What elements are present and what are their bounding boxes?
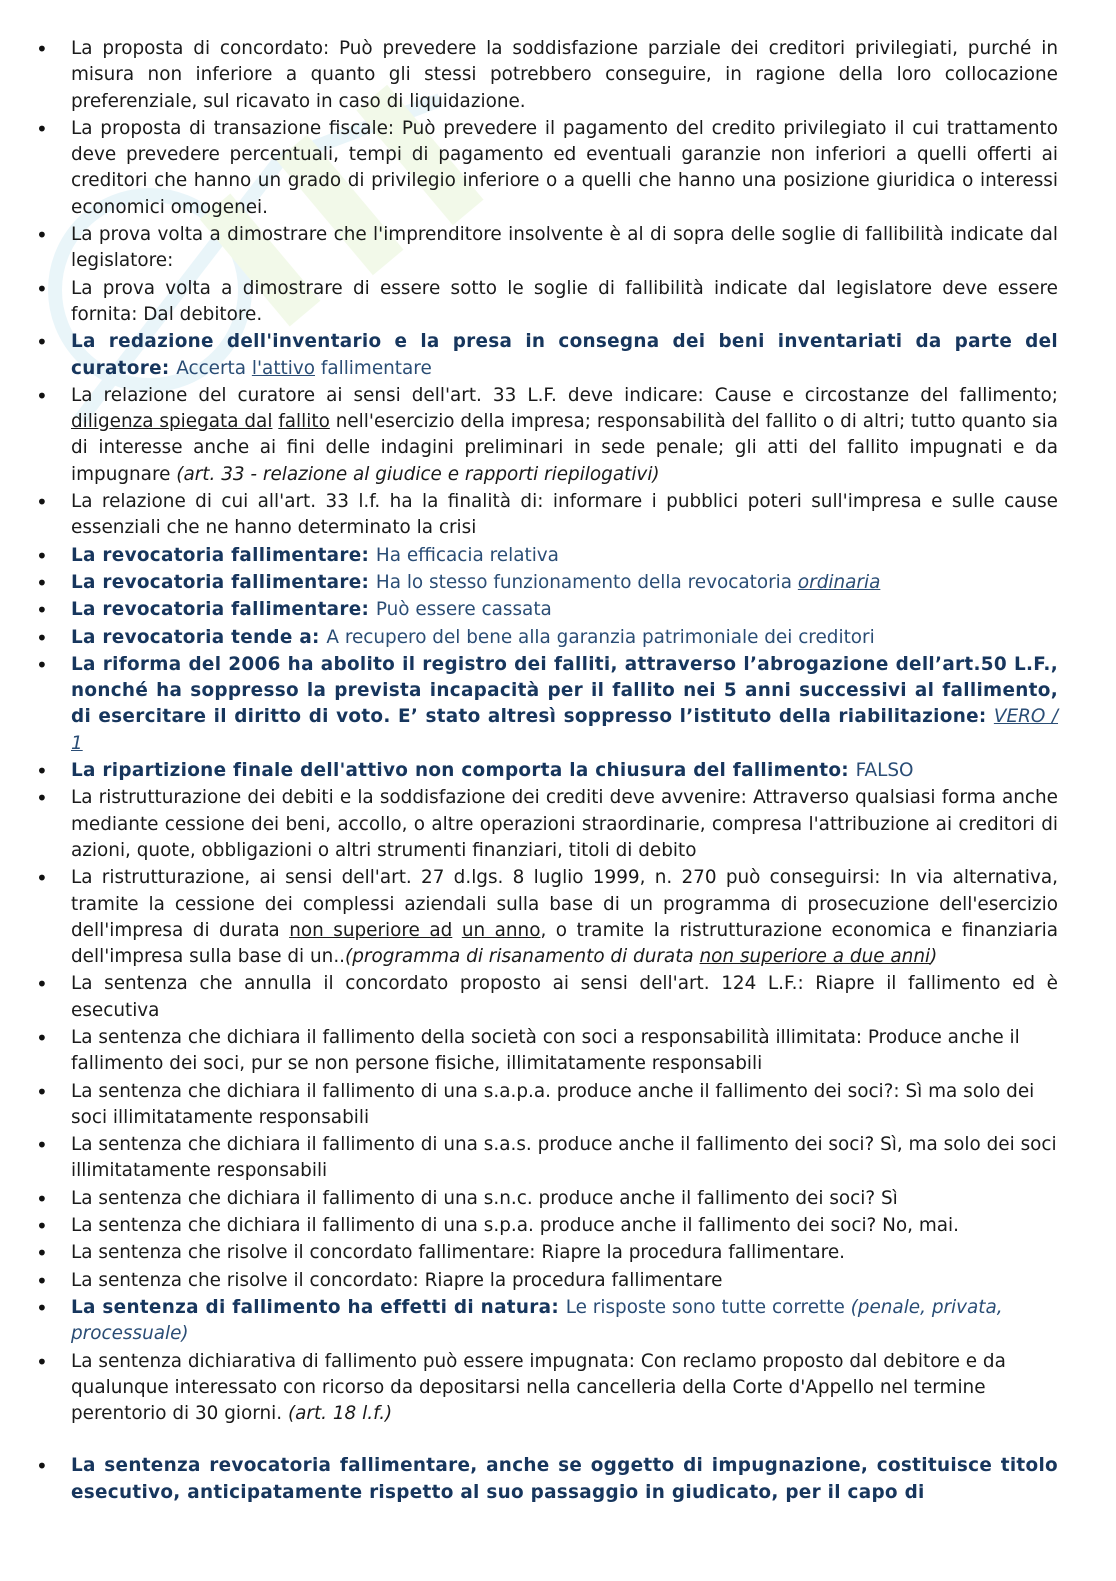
answer-underlined: diligenza spiegata dal bbox=[71, 411, 273, 433]
question-text: La proposta di concordato: bbox=[71, 38, 339, 59]
question-list bbox=[36, 36, 1058, 1506]
spacer bbox=[452, 920, 462, 941]
answer-text: Riapre la procedura fallimentare bbox=[424, 1269, 723, 1291]
list-item bbox=[36, 865, 1058, 970]
answer-link[interactable]: VERO / 1 bbox=[71, 706, 1059, 754]
question-text: La sentenza che dichiara il fallimento di una s.a.p.a. produce anche il fallimento dei soci?: bbox=[71, 1080, 906, 1102]
answer-link[interactable]: l'attivo bbox=[251, 357, 315, 379]
list-item bbox=[36, 971, 1058, 1024]
list-item bbox=[36, 785, 1058, 864]
question-text: La ripartizione finale dell'attivo non comporta la chiusura del fallimento: bbox=[71, 760, 856, 782]
document-page bbox=[36, 36, 1058, 1507]
answer-text: nell'esercizio della impresa; responsabilità del fallito o di altri; tutto quanto sia di interesse anche ai fini delle indagini preliminari in sede penale; gli atti del fallito impugnati e da impugnare bbox=[71, 411, 1058, 485]
answer-note: (penale, privata, processuale) bbox=[71, 1296, 1003, 1345]
question-text: La revocatoria tende a: bbox=[71, 626, 327, 648]
list-item bbox=[36, 1240, 1058, 1266]
answer-text: Riapre la procedura fallimentare. bbox=[541, 1242, 845, 1264]
answer-text: Dal debitore. bbox=[143, 303, 263, 325]
answer-note: (art. 33 - relazione al giudice e rapporti riepilogativi) bbox=[176, 463, 660, 485]
list-item bbox=[36, 597, 1058, 623]
list-item bbox=[36, 1132, 1058, 1185]
question-text: La sentenza che dichiara il fallimento di una s.n.c. produce anche il fallimento dei soci? bbox=[71, 1187, 881, 1209]
list-item bbox=[36, 489, 1058, 542]
answer-note: (art. 18 l.f.) bbox=[287, 1403, 393, 1425]
list-item bbox=[36, 758, 1058, 784]
answer-text: Può prevedere il pagamento del credito privilegiato il cui trattamento deve prevedere percentuali, tempi di pagamento ed eventuali garanzie non inferiori a quelli offerti ai creditori che hanno un grado di privilegio inferiore o a quelli che hanno una posizione giuridica o interessi economici omogenei. bbox=[71, 117, 1058, 218]
question-text: La sentenza dichiarativa di fallimento può essere impugnata: bbox=[71, 1350, 641, 1372]
answer-text: Può prevedere la soddisfazione parziale dei creditori privilegiati, purché in misura non inferiore a quanto gli stessi potrebbero conseguire, in ragione della loro collocazione preferenziale, sul ricavato in caso di liquidazione. bbox=[71, 38, 1058, 112]
list-item bbox=[36, 329, 1058, 382]
answer-text: Produce anche il fallimento dei soci, pur se non persone fisiche, illimitatamente responsabili bbox=[71, 1026, 1020, 1075]
list-item bbox=[36, 1025, 1058, 1078]
list-item bbox=[36, 1186, 1058, 1212]
list-item bbox=[36, 570, 1058, 596]
question-text: La proposta di transazione fiscale: bbox=[71, 117, 402, 139]
question-text: La ristrutturazione dei debiti e la soddisfazione dei crediti deve avvenire: bbox=[71, 787, 753, 809]
answer-text: , o tramite la ristrutturazione economica e finanziaria dell'impresa sulla base di un.. bbox=[71, 919, 1058, 968]
list-item bbox=[36, 652, 1058, 757]
question-text: La sentenza che dichiara il fallimento di una s.a.s. produce anche il fallimento dei soci? bbox=[71, 1134, 881, 1156]
list-item bbox=[36, 1295, 1058, 1348]
answer-underlined: non superiore ad bbox=[289, 919, 453, 941]
question-text: La ristrutturazione, ai sensi dell'art. 27 d.lgs. 8 luglio 1999, n. 270 può conseguirsi: bbox=[71, 867, 890, 889]
answer-text: Può essere cassata bbox=[375, 599, 552, 621]
answer-note-underlined: non superiore a due anni bbox=[699, 946, 931, 968]
question-text: La sentenza che dichiara il fallimento di una s.p.a. produce anche il fallimento dei soci? bbox=[71, 1215, 883, 1237]
question-text: La relazione del curatore ai sensi dell'art. 33 L.F. deve indicare: bbox=[71, 384, 715, 406]
list-item bbox=[36, 1349, 1058, 1428]
answer-text: Riapre il fallimento ed è esecutiva bbox=[71, 973, 1058, 1021]
question-text: La redazione dell'inventario e la presa in consegna dei beni inventariati da parte del curatore: bbox=[71, 331, 1058, 379]
answer-underlined: un anno bbox=[461, 919, 541, 941]
question-text: La revocatoria fallimentare: bbox=[71, 544, 376, 566]
question-text: La revocatoria fallimentare: bbox=[71, 599, 376, 621]
answer-note: (programma di risanamento di durata bbox=[345, 946, 700, 968]
answer-text: A recupero del bene alla garanzia patrimoniale dei creditori bbox=[326, 626, 875, 648]
answer-text: Con reclamo proposto dal debitore e da qualunque interessato con ricorso da depositarsi nella cancelleria della Corte d'Appello nel termine perentorio di 30 giorni. bbox=[71, 1350, 1006, 1425]
answer-text: Sì bbox=[881, 1187, 898, 1209]
answer-text: Ha lo stesso funzionamento della revocatoria bbox=[375, 571, 798, 593]
answer-link[interactable]: ordinaria bbox=[797, 571, 881, 593]
list-item bbox=[36, 1268, 1058, 1294]
question-text: La sentenza che risolve il concordato: bbox=[71, 1269, 425, 1291]
list-item bbox=[36, 1079, 1058, 1132]
answer-text: Sì, ma solo dei soci illimitatamente responsabili bbox=[71, 1134, 1057, 1182]
answer-note: ) bbox=[930, 946, 938, 968]
answer-text: Sì ma solo dei soci illimitatamente responsabili bbox=[71, 1080, 1035, 1128]
answer-text: informare i pubblici poteri sull'impresa e sulle cause essenziali che ne hanno determinato la crisi bbox=[71, 491, 1058, 539]
list-item bbox=[36, 543, 1058, 569]
list-item bbox=[36, 116, 1058, 221]
answer-text: FALSO bbox=[855, 760, 914, 782]
list-item bbox=[36, 222, 1058, 275]
answer-text: fallimentare bbox=[315, 357, 432, 379]
answer-text: Cause e circostanze del fallimento; bbox=[714, 384, 1058, 406]
list-item bbox=[36, 36, 1058, 115]
question-text: La sentenza che dichiara il fallimento della società con soci a responsabilità illimitata: bbox=[71, 1026, 868, 1048]
list-item bbox=[36, 1453, 1058, 1506]
answer-underlined: fallito bbox=[278, 411, 330, 433]
question-text: La riforma del 2006 ha abolito il registro dei falliti, attraverso l’abrogazione dell’art.50 L.F., nonché ha soppresso la prevista incapacità per il fallito nei 5 anni successivi al fallimento, di esercitare il diritto di voto. E’ stato altresì soppresso l’istituto della riabilitazione: bbox=[71, 653, 1058, 728]
answer-text: Accerta bbox=[176, 357, 252, 379]
list-item bbox=[36, 625, 1058, 651]
question-text: La sentenza che annulla il concordato proposto ai sensi dell'art. 124 L.F.: bbox=[71, 973, 816, 995]
question-text: La sentenza di fallimento ha effetti di natura: bbox=[71, 1296, 566, 1318]
question-text: La sentenza revocatoria fallimentare, anche se oggetto di impugnazione, costituisce titolo esecutivo, anticipatamente rispetto al suo passaggio in giudicato, per il capo di bbox=[71, 1455, 1058, 1503]
answer-text: No, mai. bbox=[882, 1215, 960, 1237]
question-text: La prova volta a dimostrare di essere sotto le soglie di fallibilità indicate dal legislatore deve essere fornita: bbox=[71, 277, 1058, 325]
list-item bbox=[36, 383, 1058, 488]
list-item bbox=[36, 1213, 1058, 1239]
answer-text: Attraverso qualsiasi forma anche mediante cessione dei beni, accollo, o altre operazioni straordinarie, compresa l'attribuzione ai creditori di azioni, quote, obbligazioni o altri strumenti finanziari, titoli di debito bbox=[71, 787, 1058, 861]
question-text: La relazione di cui all'art. 33 l.f. ha la finalità di: bbox=[71, 491, 553, 513]
answer-text: Ha efficacia relativa bbox=[375, 544, 559, 566]
answer-text: Le risposte sono tutte corrette bbox=[565, 1296, 851, 1318]
answer-text: In via alternativa, tramite la cessione dei complessi aziendali sulla base di un programma di prosecuzione dell'esercizio dell'impresa di durata bbox=[71, 867, 1059, 941]
question-text: La prova volta a dimostrare che l'imprenditore insolvente è al di sopra delle soglie di fallibilità indicate dal legislatore: bbox=[71, 224, 1058, 272]
question-text: La revocatoria fallimentare: bbox=[71, 571, 376, 593]
question-text: La sentenza che risolve il concordato fallimentare: bbox=[71, 1242, 542, 1264]
list-item bbox=[36, 276, 1058, 329]
